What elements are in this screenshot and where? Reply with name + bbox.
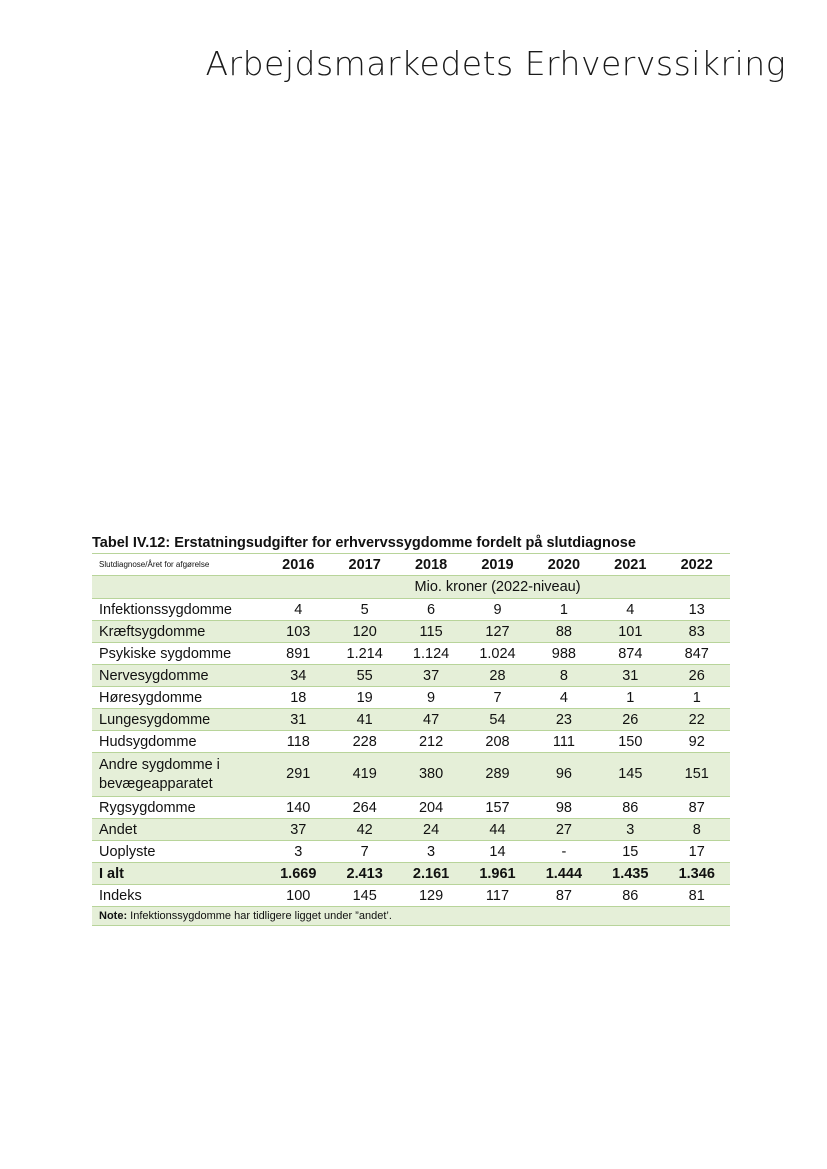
table-row	[92, 731, 730, 753]
cell-value: 37	[265, 819, 331, 841]
cell-value: 1	[664, 687, 731, 709]
cell-value: 1.435	[597, 863, 663, 885]
cell-value: 228	[331, 731, 397, 753]
cell-value: 103	[265, 621, 331, 643]
cell-value: 9	[464, 599, 530, 621]
data-table	[92, 553, 730, 926]
cell-value: 2.161	[398, 863, 464, 885]
row-label: Andre sygdomme i bevægeapparatet	[92, 753, 265, 797]
row-label: Uoplyste	[92, 841, 265, 863]
cell-value: 151	[664, 753, 731, 797]
table-container	[92, 533, 730, 926]
table-row	[92, 643, 730, 665]
cell-value: 419	[331, 753, 397, 797]
cell-value: 100	[265, 885, 331, 907]
row-label: Psykiske sygdomme	[92, 643, 265, 665]
cell-value: 14	[464, 841, 530, 863]
cell-value: 8	[531, 665, 597, 687]
year-header: 2017	[331, 554, 397, 576]
cell-value: 1.346	[664, 863, 731, 885]
cell-value: 1	[597, 687, 663, 709]
row-label: Indeks	[92, 885, 265, 907]
cell-value: 111	[531, 731, 597, 753]
row-label: Høresygdomme	[92, 687, 265, 709]
cell-value: 18	[265, 687, 331, 709]
cell-value: 31	[597, 665, 663, 687]
cell-value: 157	[464, 797, 530, 819]
cell-value: 127	[464, 621, 530, 643]
cell-value: 86	[597, 797, 663, 819]
table-row	[92, 621, 730, 643]
cell-value: 3	[597, 819, 663, 841]
cell-value: 891	[265, 643, 331, 665]
cell-value: 44	[464, 819, 530, 841]
table-row	[92, 885, 730, 907]
cell-value: 145	[331, 885, 397, 907]
cell-value: 31	[265, 709, 331, 731]
cell-value: 17	[664, 841, 731, 863]
cell-value: 291	[265, 753, 331, 797]
cell-value: 101	[597, 621, 663, 643]
cell-value: 264	[331, 797, 397, 819]
table-row	[92, 863, 730, 885]
table-row	[92, 841, 730, 863]
cell-value: 83	[664, 621, 731, 643]
cell-value: 87	[664, 797, 731, 819]
cell-value: 26	[664, 665, 731, 687]
cell-value: 34	[265, 665, 331, 687]
report-header-title: Arbejdsmarkedets Erhvervssikring	[205, 44, 786, 83]
cell-value: 88	[531, 621, 597, 643]
cell-value: 5	[331, 599, 397, 621]
cell-value: 87	[531, 885, 597, 907]
cell-value: 23	[531, 709, 597, 731]
table-row	[92, 665, 730, 687]
cell-value: 1.669	[265, 863, 331, 885]
cell-value: 118	[265, 731, 331, 753]
cell-value: 41	[331, 709, 397, 731]
row-label: Lungesygdomme	[92, 709, 265, 731]
cell-value: 988	[531, 643, 597, 665]
cell-value: 289	[464, 753, 530, 797]
cell-value: 4	[265, 599, 331, 621]
cell-value: 9	[398, 687, 464, 709]
table-row	[92, 797, 730, 819]
row-label: Kræftsygdomme	[92, 621, 265, 643]
year-header: 2020	[531, 554, 597, 576]
cell-value: 1	[531, 599, 597, 621]
cell-value: 37	[398, 665, 464, 687]
row-label: Hudsygdomme	[92, 731, 265, 753]
cell-value: 6	[398, 599, 464, 621]
note-cell	[92, 907, 730, 926]
cell-value: 1.214	[331, 643, 397, 665]
cell-value: 28	[464, 665, 530, 687]
cell-value: 7	[331, 841, 397, 863]
cell-value: 81	[664, 885, 731, 907]
row-label: Andet	[92, 819, 265, 841]
cell-value: 55	[331, 665, 397, 687]
year-header: 2018	[398, 554, 464, 576]
cell-value: 204	[398, 797, 464, 819]
table-row	[92, 819, 730, 841]
header-row	[92, 554, 730, 576]
year-header: 2016	[265, 554, 331, 576]
cell-value: 874	[597, 643, 663, 665]
cell-value: 86	[597, 885, 663, 907]
cell-value: 129	[398, 885, 464, 907]
cell-value: 13	[664, 599, 731, 621]
cell-value: 26	[597, 709, 663, 731]
cell-value: 2.413	[331, 863, 397, 885]
cell-value: 96	[531, 753, 597, 797]
cell-value: 47	[398, 709, 464, 731]
table-caption: Tabel IV.12: Erstatningsudgifter for erhvervssygdomme fordelt på slutdiagnose	[92, 535, 636, 551]
cell-value: 1.961	[464, 863, 530, 885]
cell-value: 212	[398, 731, 464, 753]
cell-value: 15	[597, 841, 663, 863]
cell-value: 27	[531, 819, 597, 841]
table-row	[92, 599, 730, 621]
cell-value: 4	[531, 687, 597, 709]
cell-value: 145	[597, 753, 663, 797]
note-prefix: Note:	[99, 910, 128, 922]
cell-value: 4	[597, 599, 663, 621]
cell-value: 380	[398, 753, 464, 797]
units-label: Mio. kroner (2022-niveau)	[265, 576, 730, 599]
row-label: I alt	[92, 863, 265, 885]
cell-value: 24	[398, 819, 464, 841]
cell-value: 8	[664, 819, 731, 841]
table-row	[92, 709, 730, 731]
table-row	[92, 687, 730, 709]
note-row	[92, 907, 730, 926]
cell-value: 1.444	[531, 863, 597, 885]
cell-value: 92	[664, 731, 731, 753]
cell-value: 3	[265, 841, 331, 863]
note-text: Infektionssygdomme har tidligere ligget under ”andet’.	[130, 910, 392, 922]
units-row	[92, 576, 730, 599]
cell-value: 22	[664, 709, 731, 731]
cell-value: 98	[531, 797, 597, 819]
cell-value: 3	[398, 841, 464, 863]
cell-value: 1.124	[398, 643, 464, 665]
cell-value: -	[531, 841, 597, 863]
year-header: 2019	[464, 554, 530, 576]
cell-value: 115	[398, 621, 464, 643]
cell-value: 42	[331, 819, 397, 841]
cell-value: 208	[464, 731, 530, 753]
row-label: Infektionssygdomme	[92, 599, 265, 621]
row-label: Nervesygdomme	[92, 665, 265, 687]
cell-value: 117	[464, 885, 530, 907]
cell-value: 1.024	[464, 643, 530, 665]
cell-value: 140	[265, 797, 331, 819]
cell-value: 150	[597, 731, 663, 753]
corner-label: Slutdiagnose/Året for afgørelse	[92, 554, 265, 576]
cell-value: 19	[331, 687, 397, 709]
cell-value: 7	[464, 687, 530, 709]
cell-value: 54	[464, 709, 530, 731]
row-label: Rygsygdomme	[92, 797, 265, 819]
year-header: 2022	[664, 554, 731, 576]
cell-value: 120	[331, 621, 397, 643]
year-header: 2021	[597, 554, 663, 576]
cell-value: 847	[664, 643, 731, 665]
table-row	[92, 753, 730, 797]
